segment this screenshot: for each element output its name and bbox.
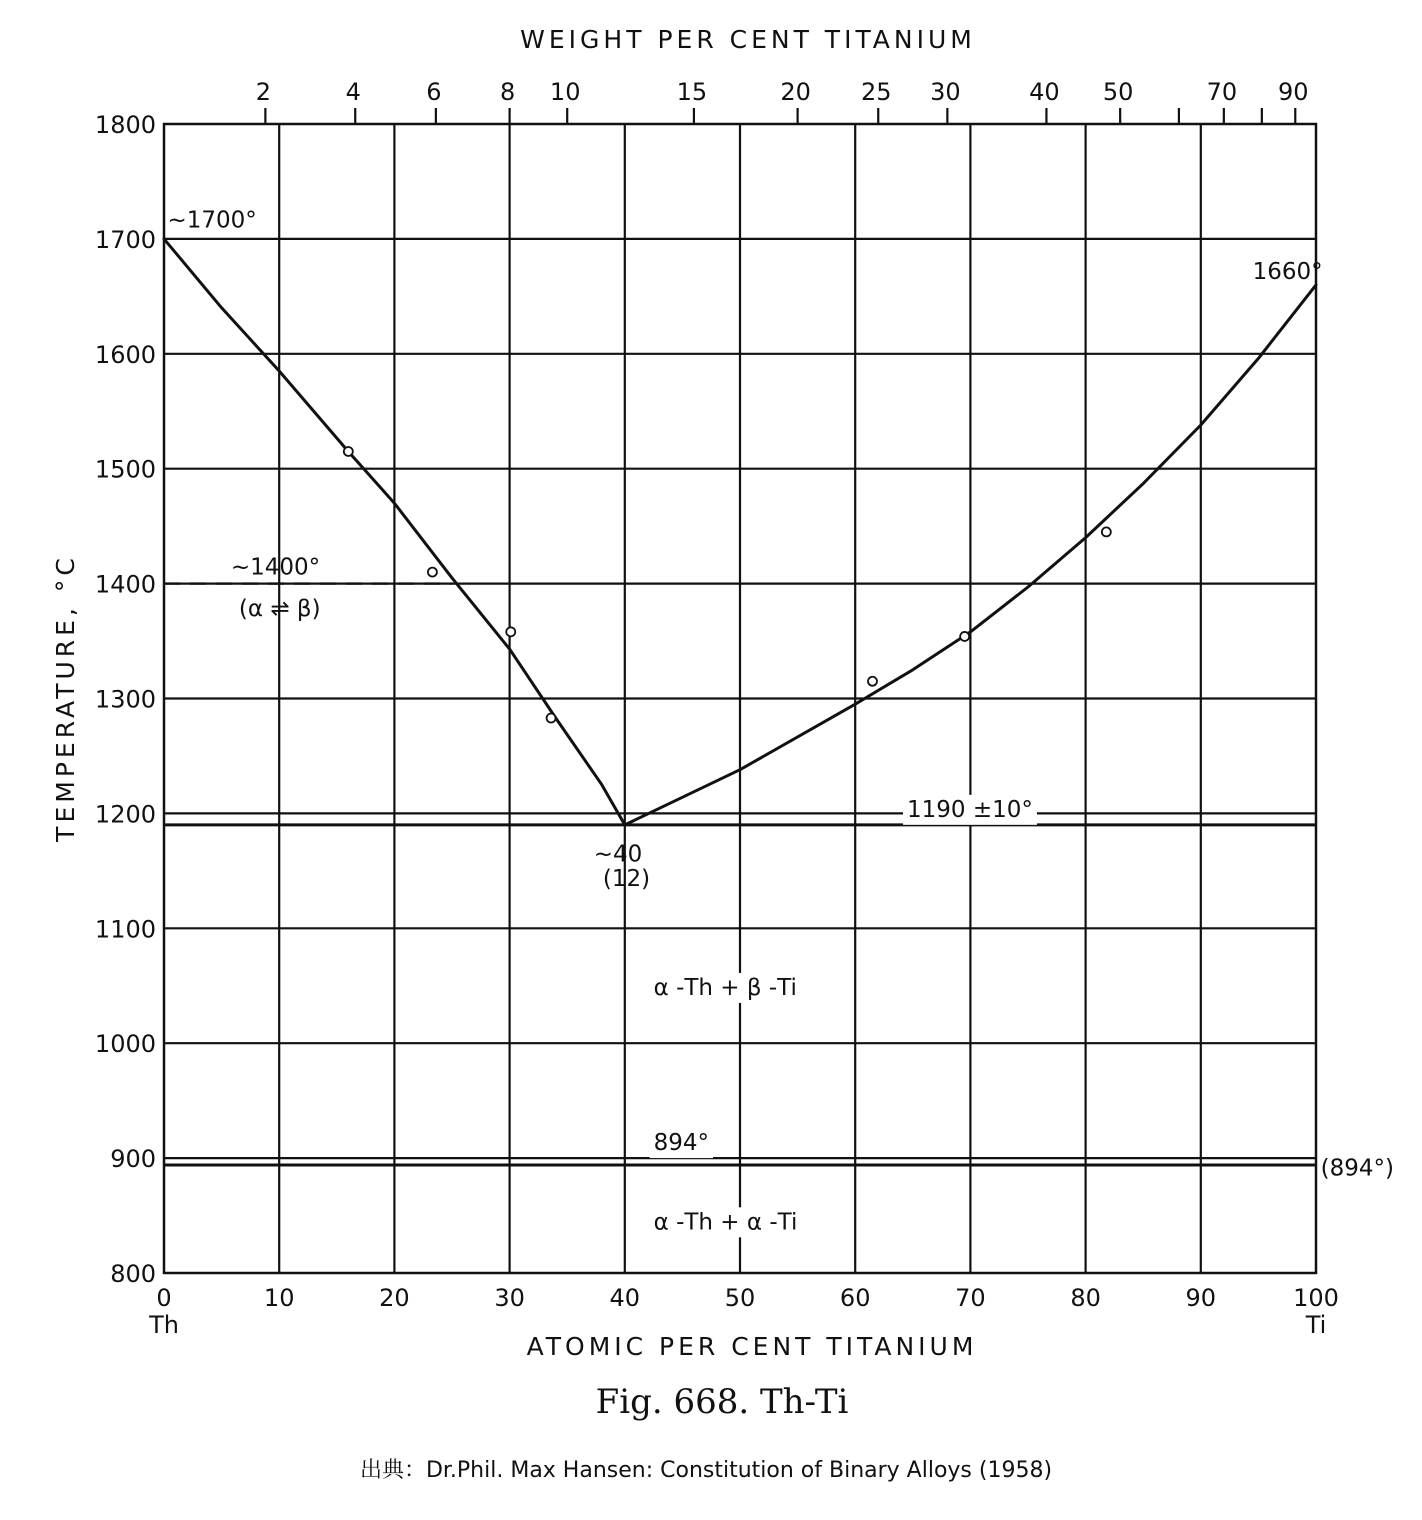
data-point (547, 714, 556, 723)
annotation-label: ~1700° (167, 207, 257, 234)
x-tick-label: 90 (1185, 1284, 1217, 1312)
x-tick-label: 0 (156, 1284, 172, 1312)
annotation-label: α -Th + β -Ti (653, 974, 797, 1001)
x-end-label-left: Th (149, 1311, 179, 1339)
annotation-label: (894°) (1320, 1155, 1394, 1182)
annotation-label: ~40 (593, 841, 643, 868)
data-point (1102, 527, 1111, 536)
top-axis-title: WEIGHT PER CENT TITANIUM (520, 25, 976, 54)
y-tick-label: 1000 (94, 1030, 156, 1059)
top-tick-label: 15 (676, 78, 708, 106)
x-end-label-right: Ti (1305, 1311, 1327, 1339)
y-tick-label: 1100 (94, 915, 156, 944)
top-tick-label: 90 (1277, 78, 1309, 106)
y-tick-label: 1700 (94, 225, 156, 254)
top-axis (256, 78, 1309, 124)
top-tick-label: 4 (345, 78, 361, 106)
x-tick-label: 10 (263, 1284, 295, 1312)
top-tick-label: 2 (255, 78, 272, 106)
x-tick-label: 30 (494, 1284, 525, 1312)
x-tick-label: 70 (955, 1284, 986, 1312)
annotation-label: (12) (602, 865, 651, 892)
top-tick-label: 6 (426, 78, 442, 106)
annotations (167, 207, 1394, 1237)
annotation-label: ~1400° (230, 554, 321, 581)
data-point (506, 627, 515, 636)
top-tick-label: 20 (780, 78, 811, 106)
data-point (960, 632, 969, 641)
x-tick-label: 60 (839, 1284, 871, 1312)
x-tick-label: 50 (724, 1284, 756, 1312)
bottom-axis-title: ATOMIC PER CENT TITANIUM (526, 1332, 978, 1361)
annotation-label: 1660° (1252, 259, 1323, 286)
top-tick-label: 50 (1102, 78, 1134, 106)
data-point (344, 447, 353, 456)
data-point (428, 568, 437, 577)
y-tick-label: 800 (110, 1260, 156, 1288)
grid (164, 124, 1316, 1273)
y-tick-label: 1300 (94, 685, 156, 714)
source-credit: 出典：Dr.Phil. Max Hansen: Constitution of Binary Alloys (1958) (359, 1458, 1053, 1483)
annotation-label: 1190 ±10° (907, 796, 1033, 823)
y-tick-label: 1500 (94, 455, 156, 484)
annotation-label: (α ⇌ β) (238, 595, 321, 622)
annotation-label: α -Th + α -Ti (653, 1209, 798, 1236)
x-tick-label: 20 (379, 1284, 410, 1312)
data-point (868, 677, 877, 686)
y-axis-title: TEMPERATURE, °C (51, 554, 80, 842)
x-tick-label: 40 (609, 1284, 641, 1312)
tick-labels (95, 111, 1339, 1339)
y-tick-label: 1800 (94, 111, 156, 139)
top-tick-label: 10 (549, 78, 581, 106)
top-tick-label: 30 (930, 78, 961, 106)
y-tick-label: 1200 (94, 800, 156, 829)
top-tick-label: 40 (1029, 78, 1060, 106)
annotation-label: 894° (653, 1130, 710, 1157)
top-tick-label: 25 (860, 78, 892, 106)
top-tick-label: 70 (1206, 78, 1238, 106)
y-tick-label: 1400 (94, 570, 156, 599)
figure-caption: Fig. 668. Th-Ti (595, 1382, 849, 1422)
x-tick-label: 100 (1293, 1284, 1339, 1312)
y-tick-label: 1600 (94, 340, 156, 369)
y-tick-label: 900 (110, 1145, 156, 1174)
x-tick-label: 80 (1070, 1284, 1101, 1312)
top-tick-label: 8 (499, 78, 516, 106)
